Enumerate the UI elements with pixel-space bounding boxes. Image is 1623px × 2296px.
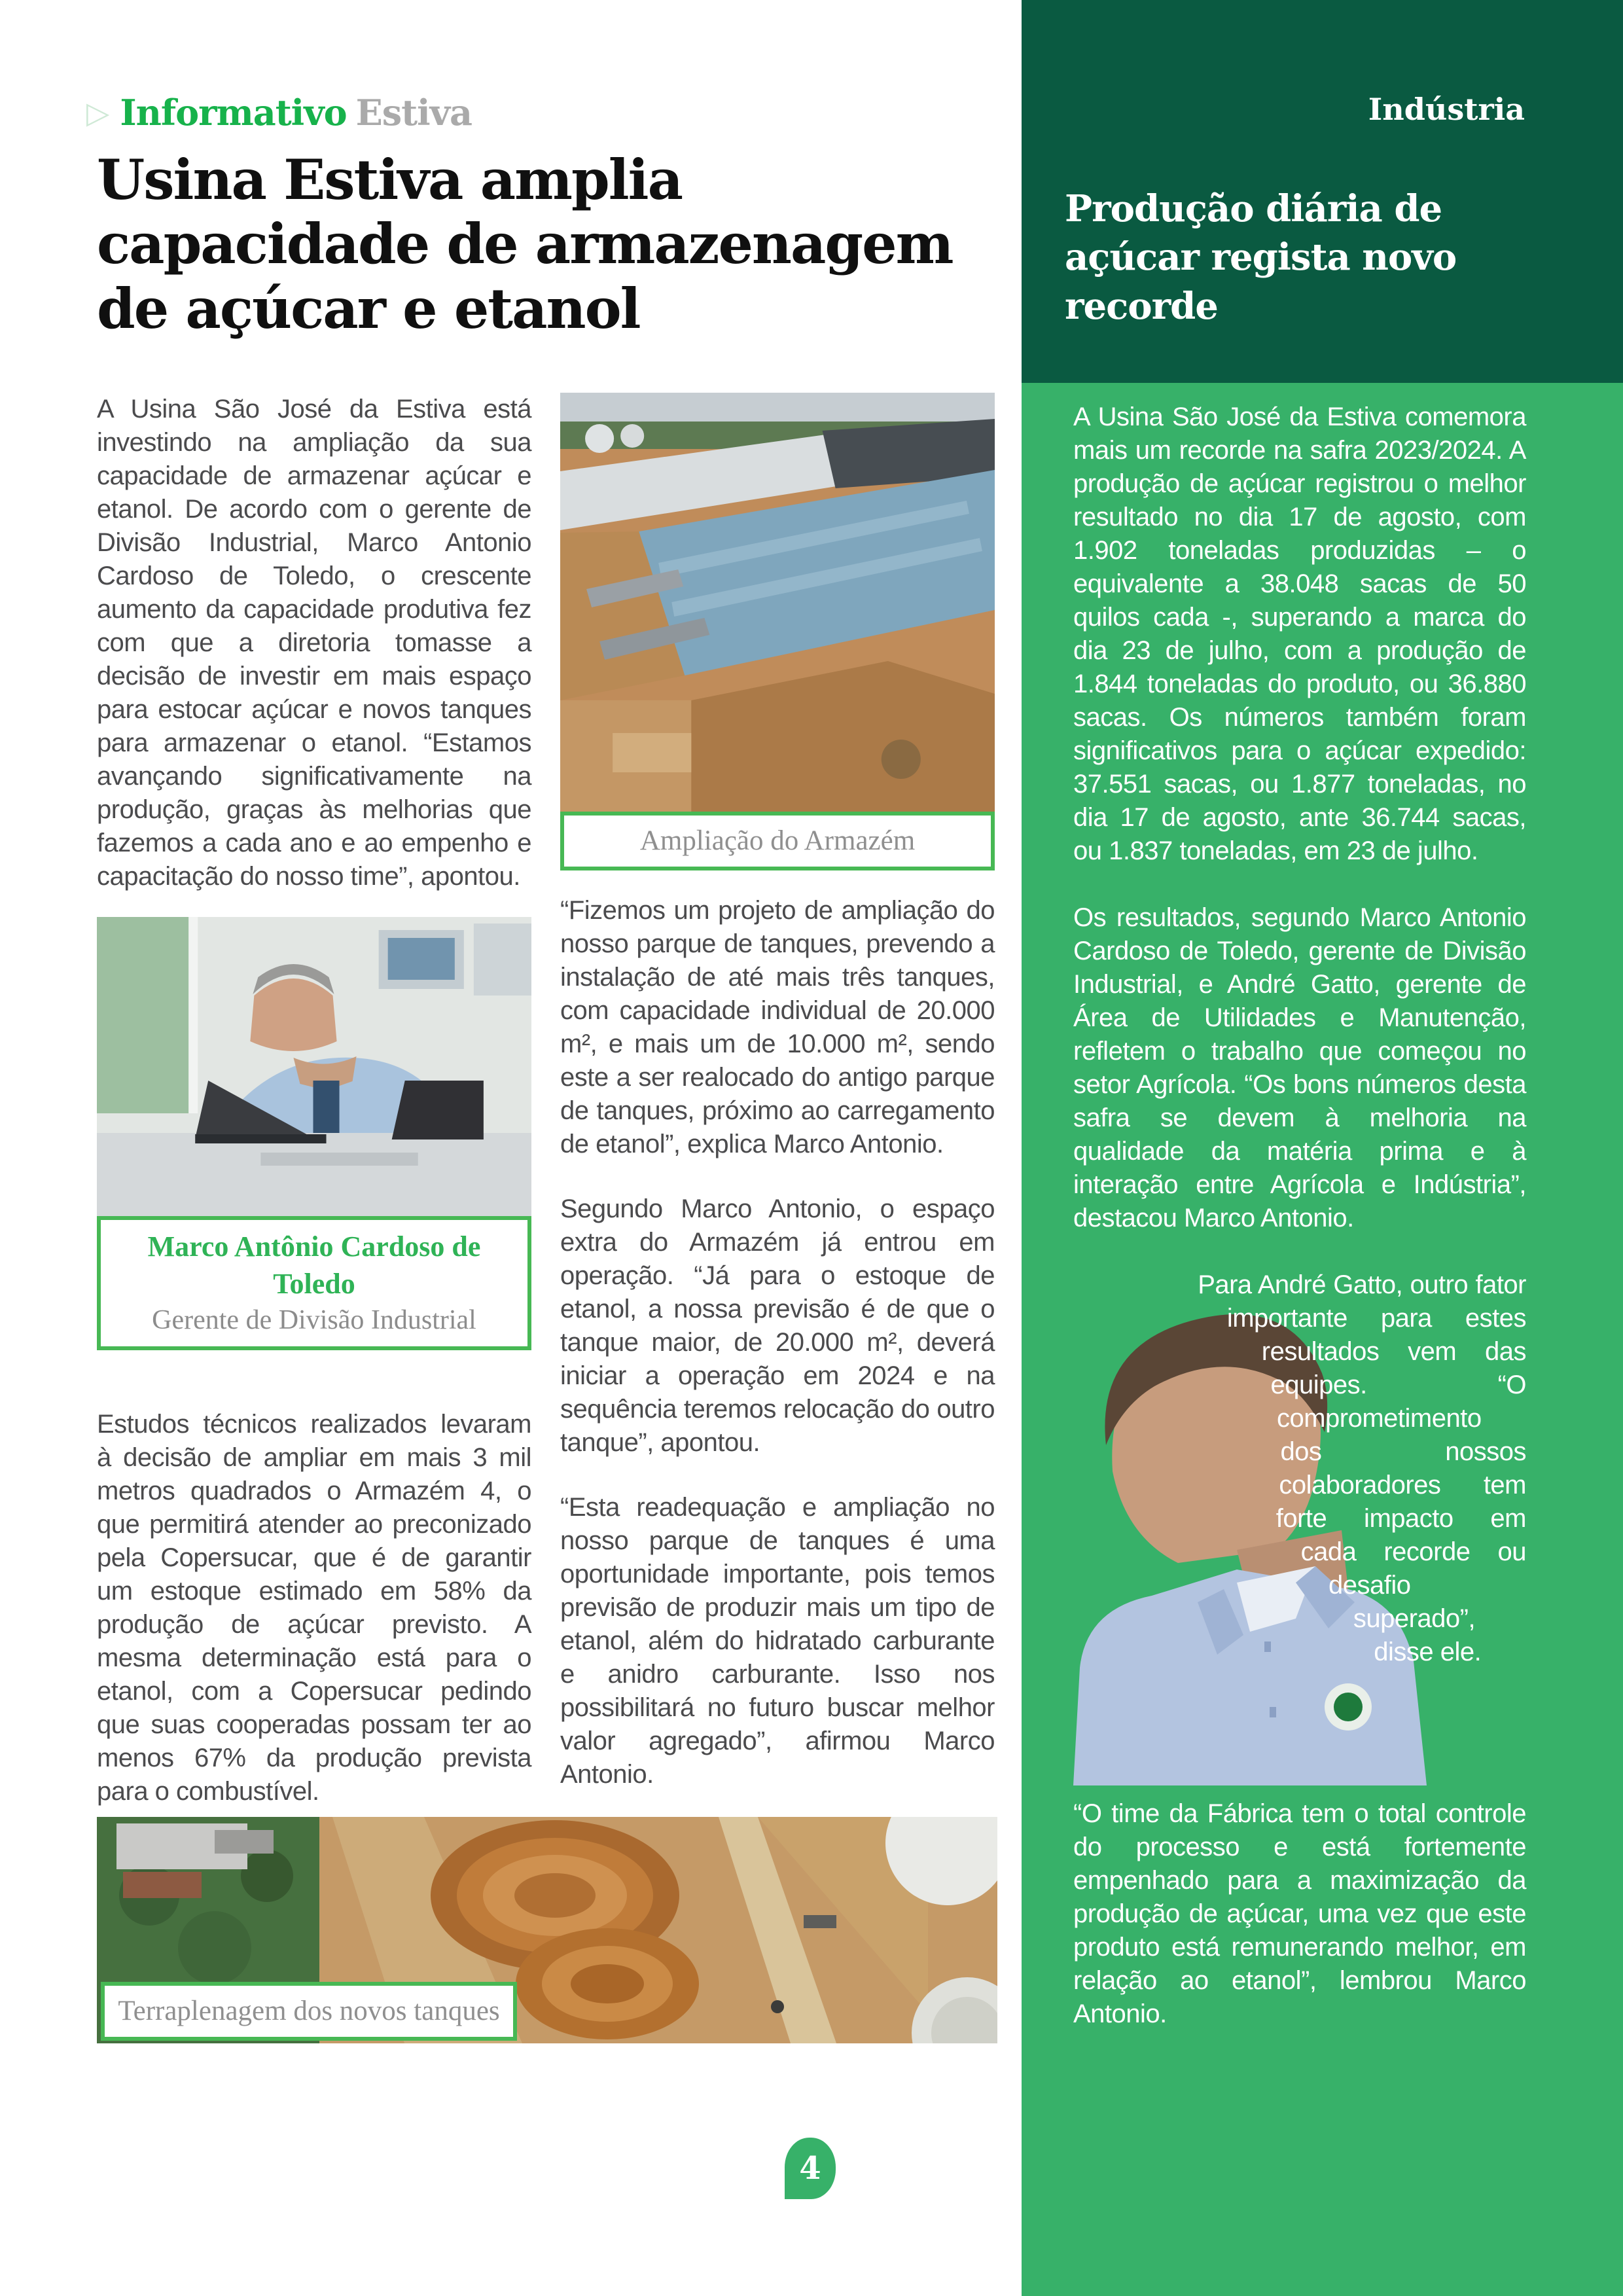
article-paragraph: A Usina São José da Estiva está investindo na ampliação da sua capacidade de armazenar açúcar e etanol. De acordo com o gerente de Divisão Industrial, Marco Antonio Cardoso de Toledo, o crescente aumento da capacidade produtiva fez com que a diretoria tomasse a decisão de investir em mais espaço para estocar açúcar e novos tanques para armazenar o etanol. “Estamos avançando significativamente na produção, graças às melhorias que fazemos a cada ano e ao empenho e capacitação do nosso time”, apontou. — [97, 395, 531, 891]
sidebar-article-body — [1073, 401, 1526, 2064]
sidebar-paragraph: Os resultados, segundo Marco Antonio Cardoso de Toledo, gerente de Divisão Industrial, e André Gatto, gerente de Área de Utilidades e Manutenção, refletem o trabalho que começou no setor Agrícola. “Os bons números desta safra se devem à melhoria na qualidade da matéria prima e à interação entre Agrícola e Indústria”, destacou Marco Antonio. — [1073, 903, 1526, 1232]
page-number-badge — [785, 2138, 836, 2199]
sidebar-paragraph: “O time da Fábrica tem o total controle do processo e está fortemente empenhado para a maximização da produção de açúcar, uma vez que este produto está remunerando melhor, em relação ao etanol”, lembrou Marco Antonio. — [1073, 1799, 1526, 2028]
photo-earthworks — [97, 1817, 997, 2043]
portrait-caption-role: Gerente de Divisão Industrial — [152, 1305, 476, 1336]
masthead — [86, 92, 472, 134]
photo-warehouse-expansion — [560, 393, 995, 870]
brand-secondary: Estiva — [355, 92, 472, 134]
warehouse-caption — [560, 812, 995, 870]
section-tag: Indústria — [1368, 92, 1525, 127]
sidebar-paragraph: A Usina São José da Estiva comemora mais um recorde na safra 2023/2024. A produção de açúcar registrou o melhor resultado no dia 17 de agosto, com 1.902 toneladas produzidas – o equivalente a 38.048 sacas de 50 quilos cada -, superando a marca do dia 23 de julho, com a produção de 1.844 toneladas do produto, ou 36.880 sacas. Os números também foram significativos para o açúcar expedido: 37.551 sacas, ou 1.877 toneladas, no dia 17 de agosto, ante 36.744 sacas, ou 1.837 toneladas, em 23 de julho. — [1073, 403, 1526, 865]
warehouse-caption-text: Ampliação do Armazém — [639, 825, 916, 856]
article-paragraph: “Esta readequação e ampliação no nosso parque de tanques é uma oportunidade importante, pois temos previsão de produzir mais um tipo de etanol, além do hidratado carburante e anidro carburante. Isso nos possibilitará no futuro buscar melhor valor agregado”, afirmou Marco Antonio. — [560, 1492, 995, 1789]
portrait-caption-name: Marco Antônio Cardoso de Toledo — [147, 1230, 481, 1300]
article-title: Usina Estiva amplia capacidade de armazenagem de açúcar e etanol — [97, 147, 953, 341]
office-portrait-photo — [97, 917, 531, 1216]
earthworks-caption-text: Terraplenagem dos novos tanques — [118, 1996, 500, 2027]
brand — [120, 92, 472, 134]
brand-primary: Informativo — [120, 92, 347, 134]
sidebar-article-title: Produção diária de açúcar regista novo recorde — [1065, 187, 1457, 328]
sidebar-industria — [1022, 0, 1623, 2296]
portrait-caption — [97, 1216, 531, 1350]
article-paragraph: “Fizemos um projeto de ampliação do nosso parque de tanques, prevendo a instalação de até mais três tanques, com capacidade individual de 20.000 m², e mais um de 10.000 m², sendo este a ser realocado do antigo parque de tanques, próximo ao carregamento de etanol”, explica Marco Antonio. — [560, 895, 995, 1158]
article-column-2 — [560, 393, 995, 1791]
article-column-1 — [97, 393, 531, 1808]
earthworks-caption — [101, 1982, 517, 2041]
article-paragraph: Estudos técnicos realizados levaram à decisão de ampliar em mais 3 mil metros quadrados o Armazém 4, o que permitirá atender ao preconizado pela Copersucar, que é de garantir um estoque estimado em 58% da produção de açúcar previsto. A mesma determinação está para o etanol, com a Copersucar pedindo que suas cooperadas possam ter ao menos 67% da produção prevista para o combustível. — [97, 1409, 531, 1806]
triangle-bullet-icon: ▷ — [86, 96, 110, 130]
photo-marco-antonio — [97, 917, 531, 1350]
page-number: 4 — [799, 2150, 821, 2187]
warehouse-aerial-photo — [560, 393, 995, 812]
sidebar-paragraph: Para André Gatto, outro fator importante para estes resultados vem das equipes. “O comprometimento dos nossos colaboradores tem forte impacto em cada recorde ou desafio superado”, disse ele. — [1198, 1270, 1526, 1666]
article-paragraph: Segundo Marco Antonio, o espaço extra do Armazém já entrou em operação. “Já para o estoque de etanol, a nossa previsão é de que o tanque maior, de 20.000 m², deverá iniciar a operação em 2024 e na sequência teremos relocação do outro tanque”, apontou. — [560, 1194, 995, 1457]
